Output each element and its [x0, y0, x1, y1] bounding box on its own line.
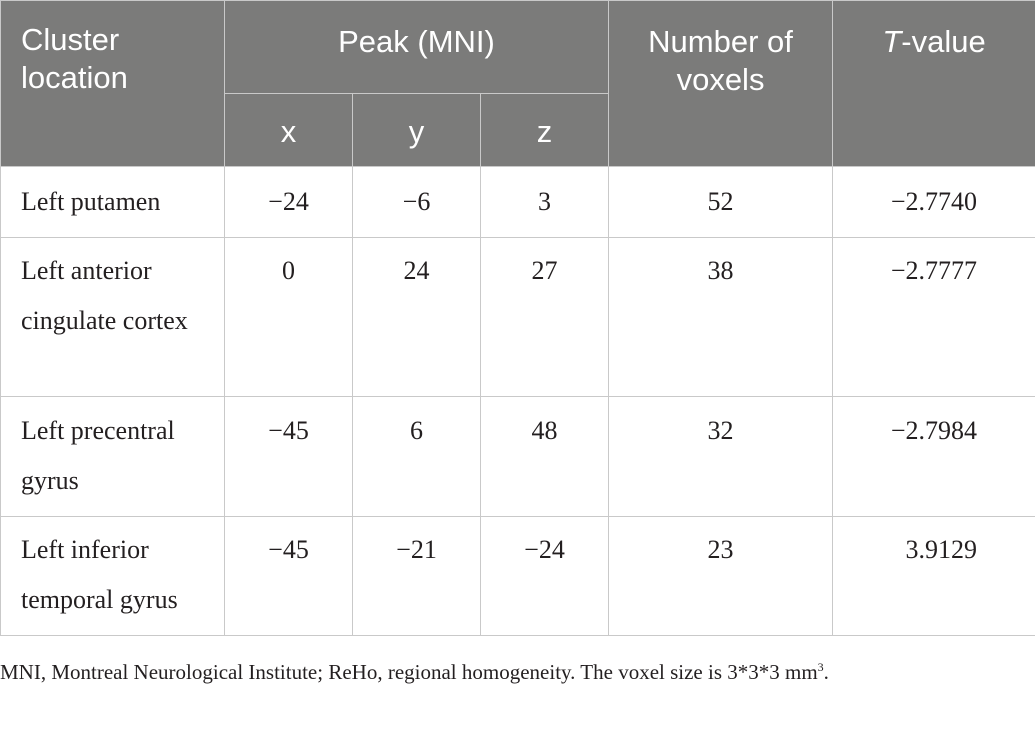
footnote-text: MNI, Montreal Neurological Institute; ReHo, regional homogeneity. The voxel size is 3*3*3 mm: [0, 660, 818, 684]
header-peak-mni: Peak (MNI): [225, 1, 609, 94]
cell-location: Left inferior temporal gyrus: [1, 517, 225, 636]
cell-y: 6: [353, 397, 481, 517]
cell-z: −24: [481, 517, 609, 636]
table-row: [1, 238, 1035, 397]
header-z: z: [481, 94, 609, 167]
header-y: y: [353, 94, 481, 167]
cell-z: 3: [481, 167, 609, 238]
cell-x: −45: [225, 517, 353, 636]
cell-voxels: 32: [609, 397, 833, 517]
cell-y: 24: [353, 238, 481, 397]
header-t-suffix: -value: [901, 24, 986, 59]
cell-location: Left anterior cingulate cortex: [1, 238, 225, 397]
cell-t-value: 3.9129: [833, 517, 1035, 636]
footnote-end: .: [823, 660, 829, 684]
cell-z: 48: [481, 397, 609, 517]
header-t-italic: T: [882, 24, 902, 59]
header-row: [1, 1, 1035, 94]
cell-location: Left putamen: [1, 167, 225, 238]
cell-y: −6: [353, 167, 481, 238]
table-row: [1, 167, 1035, 238]
cell-t-value: −2.7777: [833, 238, 1035, 397]
cell-t-value: −2.7984: [833, 397, 1035, 517]
cell-z: 27: [481, 238, 609, 397]
header-t-value: [833, 1, 1035, 167]
header-number-of-voxels: Number of voxels: [609, 1, 833, 167]
cell-location: Left precentral gyrus: [1, 397, 225, 517]
header-cluster-location: Cluster location: [1, 1, 225, 167]
cell-y: −21: [353, 517, 481, 636]
footnote-superscript: 3: [817, 660, 824, 674]
header-x: x: [225, 94, 353, 167]
cell-x: −24: [225, 167, 353, 238]
cell-t-value: −2.7740: [833, 167, 1035, 238]
cell-voxels: 38: [609, 238, 833, 397]
cell-x: 0: [225, 238, 353, 397]
table-row: [1, 517, 1035, 636]
cell-x: −45: [225, 397, 353, 517]
cell-voxels: 23: [609, 517, 833, 636]
table-row: [1, 397, 1035, 517]
table-footnote: [0, 650, 1030, 689]
cell-voxels: 52: [609, 167, 833, 238]
